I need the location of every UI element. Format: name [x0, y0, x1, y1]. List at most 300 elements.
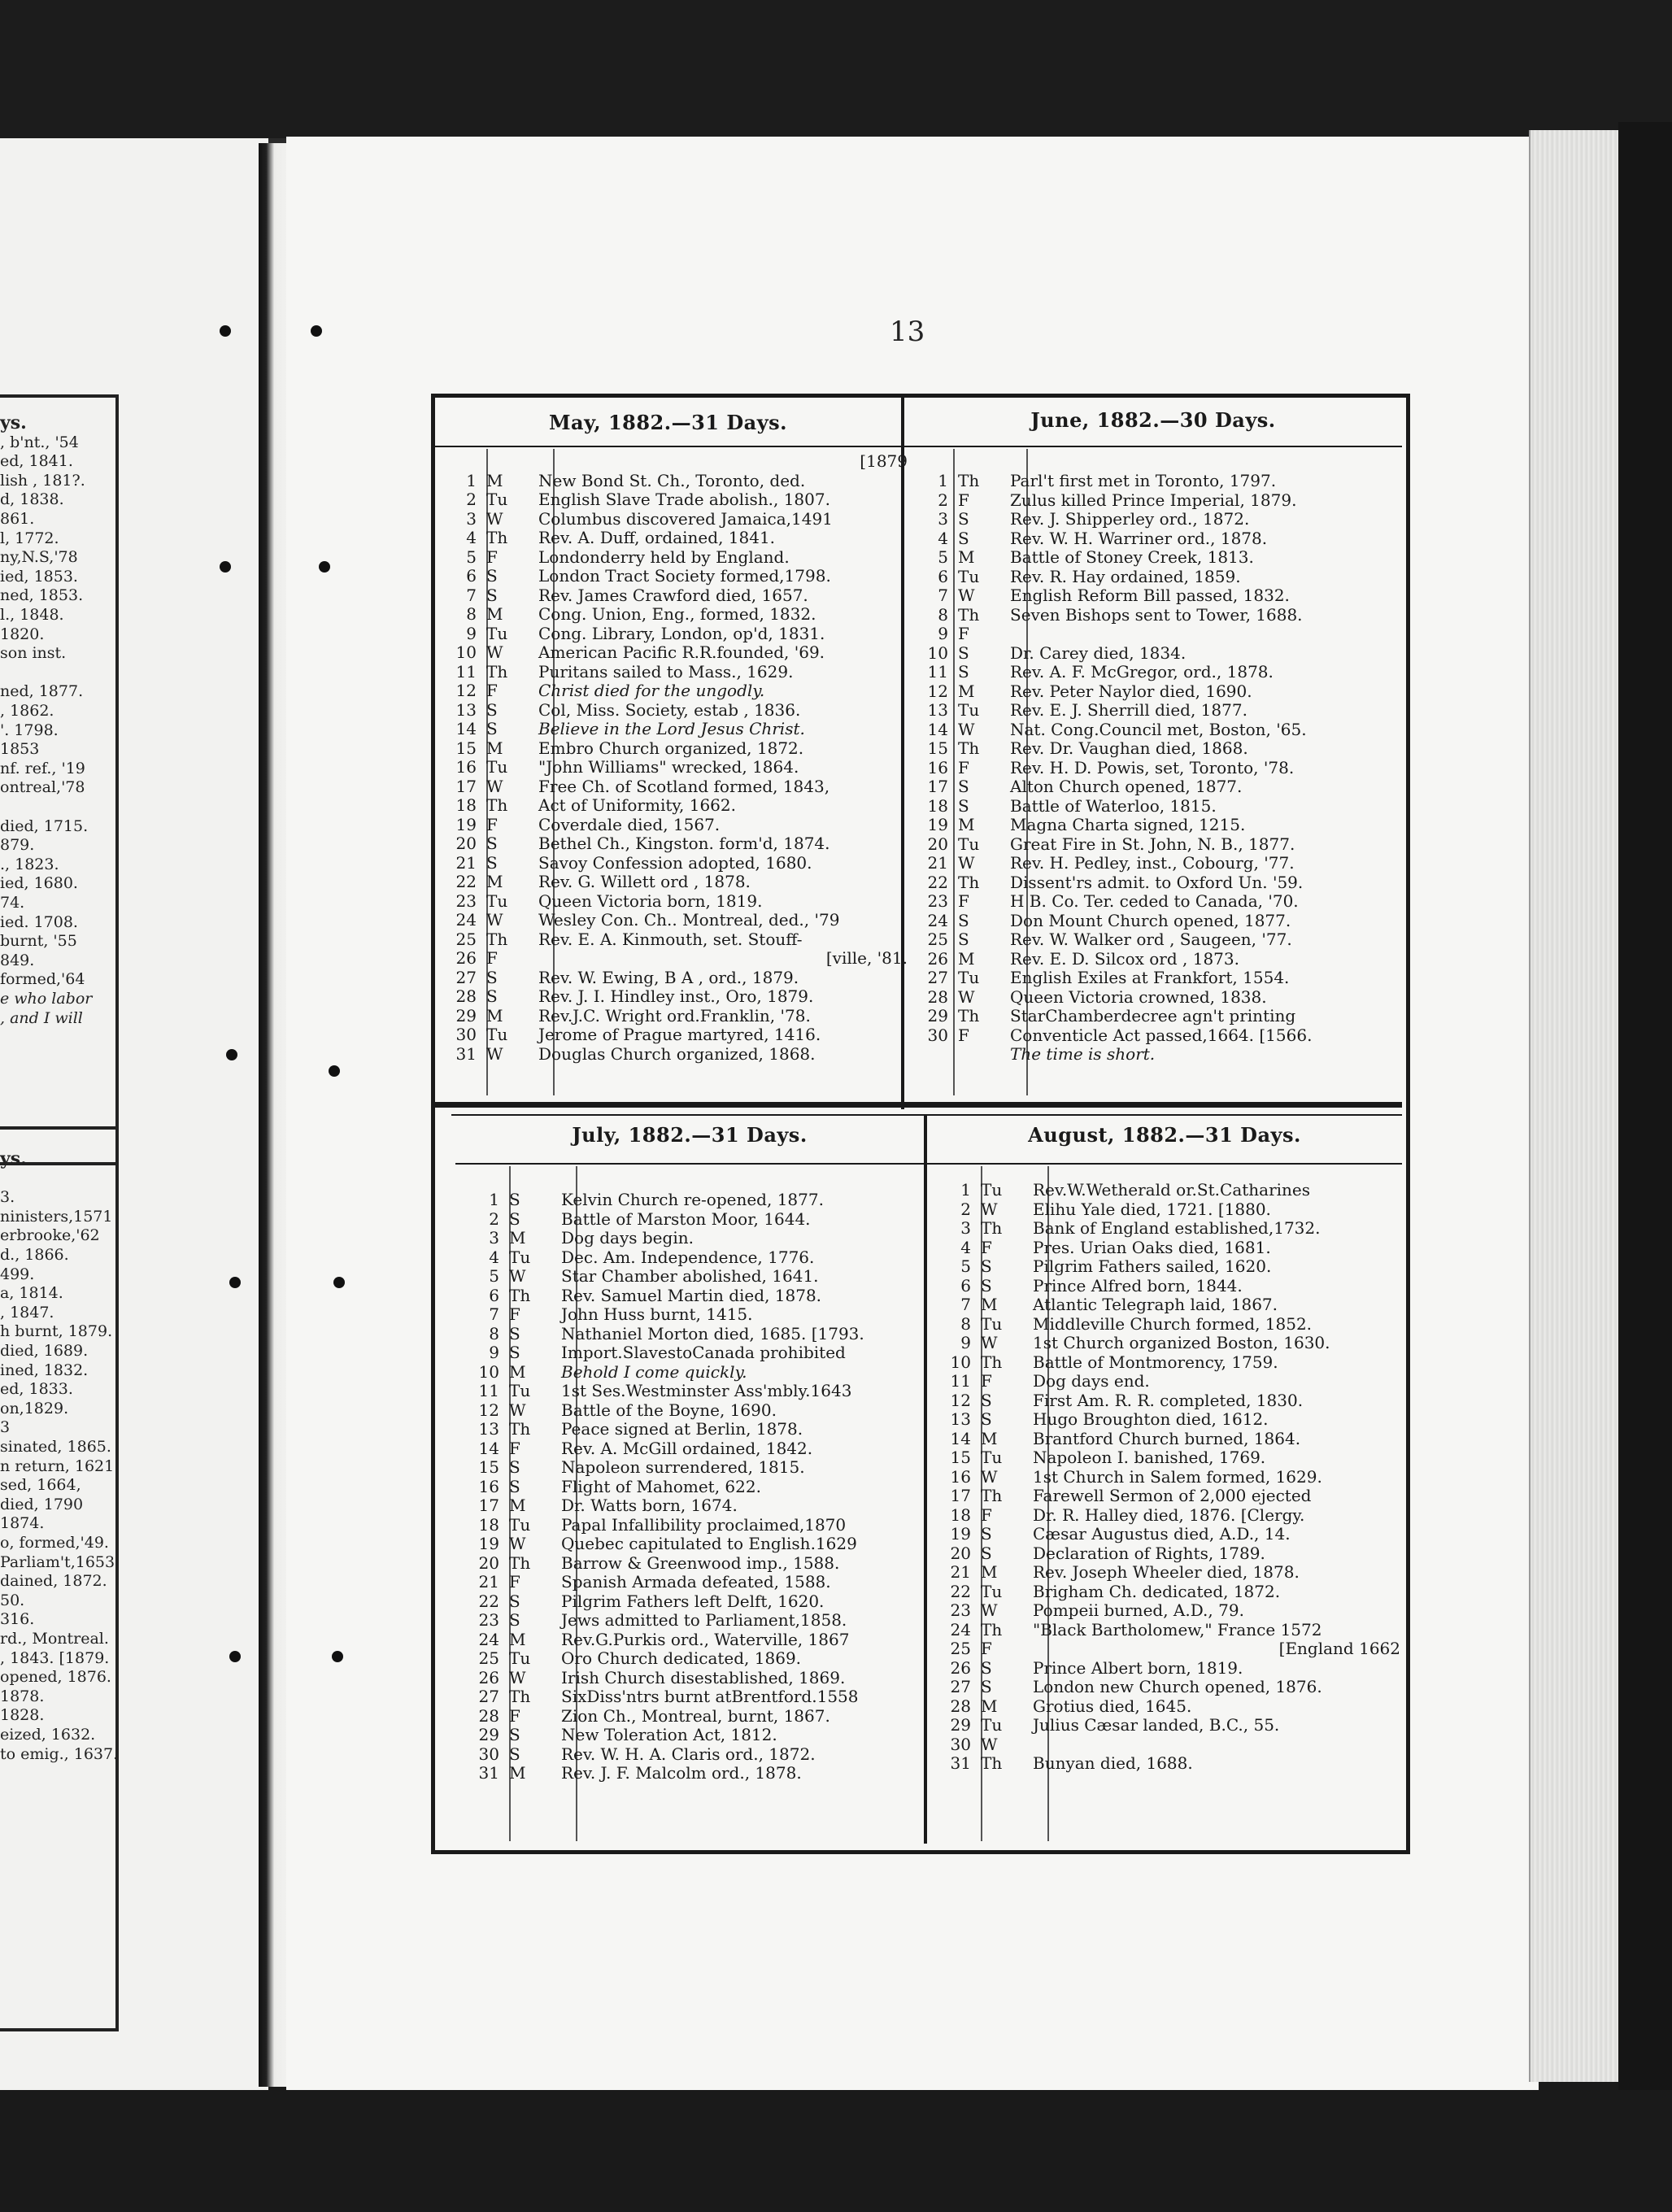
event-text: Zulus killed Prince Imperial, 1879. [1010, 490, 1297, 510]
weekday: S [509, 1725, 520, 1744]
may-entry-row [452, 892, 908, 912]
july-entry-row [475, 1573, 930, 1592]
weekday: S [509, 1610, 520, 1630]
event-text: Dr. R. Halley died, 1876. [Clergy. [1033, 1504, 1305, 1525]
weekday: M [509, 1228, 526, 1248]
weekday: Tu [486, 757, 508, 777]
may-entry-row [452, 911, 908, 930]
event-text: Douglas Church organized, 1868. [538, 1043, 816, 1064]
weekday: Tu [981, 1581, 1003, 1601]
day-number: 26 [950, 1657, 971, 1678]
left-page-text: ys. [0, 1148, 27, 1169]
event-text: Rev. J. F. Malcolm ord., 1878. [561, 1763, 802, 1783]
august-entry-row [947, 1448, 1400, 1468]
day-number: 2 [938, 490, 948, 510]
day-number: 9 [489, 1343, 499, 1362]
left-page-text: rd., Montreal. [0, 1630, 109, 1648]
event-text: Irish Church disestablished, 1869. [561, 1667, 846, 1687]
day-number: 5 [960, 1256, 971, 1276]
binding-hole [311, 325, 322, 337]
binding-hole [329, 1065, 340, 1077]
event-text: First Am. R. R. completed, 1830. [1033, 1390, 1304, 1410]
day-number: 12 [927, 681, 948, 701]
day-number: 8 [960, 1313, 971, 1334]
weekday: M [958, 681, 975, 701]
event-text: Dissent'rs admit. to Oxford Un. '59. [1010, 872, 1304, 892]
august-entry-row [947, 1583, 1400, 1602]
event-text: Londonderry held by England. [538, 546, 790, 567]
day-number: 23 [455, 890, 477, 911]
day-number: 10 [478, 1361, 499, 1382]
event-text: Rev. H. Pedley, inst., Cobourg, '77. [1010, 853, 1295, 873]
day-number: 4 [489, 1247, 499, 1267]
weekday: Tu [486, 890, 508, 911]
left-page-text: died, 1715. [0, 816, 89, 835]
day-number: 14 [478, 1438, 499, 1458]
left-page-text: d., 1866. [0, 1246, 69, 1264]
weekday: W [486, 508, 503, 529]
event-text: Rev. Peter Naylor died, 1690. [1010, 681, 1252, 701]
july-entry-row [475, 1516, 930, 1535]
event-text: Rev. W. H. Warriner ord., 1878. [1010, 528, 1268, 548]
day-number: 1 [938, 471, 948, 490]
event-text: Oro Church dedicated, 1869. [561, 1648, 802, 1668]
may-entry-row [452, 567, 908, 586]
august-entry-row [947, 1716, 1400, 1735]
day-number: 2 [489, 1208, 499, 1229]
july-entry-row [475, 1535, 930, 1554]
weekday: Tu [981, 1715, 1003, 1735]
weekday: S [486, 585, 498, 605]
weekday: W [509, 1534, 526, 1553]
left-page-text: 499. [0, 1265, 35, 1283]
day-number: 10 [927, 642, 948, 663]
day-number: 29 [950, 1715, 971, 1735]
left-page-text: ied, 1853. [0, 567, 78, 586]
event-text: Grotius died, 1645. [1033, 1696, 1192, 1716]
august-entry-row [947, 1334, 1400, 1353]
left-page-text: 1828. [0, 1706, 45, 1725]
weekday: Tu [958, 834, 980, 854]
event-text: Free Ch. of Scotland formed, 1843, [538, 776, 830, 796]
event-text: Julius Cæsar landed, B.C., 55. [1033, 1715, 1280, 1735]
august-entry-row [947, 1621, 1400, 1640]
july-entry-row [475, 1191, 930, 1210]
weekday: S [486, 566, 498, 586]
august-title: August, 1882.—31 Days. [1028, 1123, 1301, 1147]
binding-hole [332, 1651, 343, 1662]
weekday: Th [509, 1419, 531, 1439]
may-entry-row [452, 490, 908, 510]
event-text: Star Chamber abolished, 1641. [561, 1266, 819, 1286]
weekday: S [981, 1409, 992, 1429]
july-entry-row [475, 1305, 930, 1325]
day-number: 30 [927, 1025, 948, 1045]
event-text: SixDiss'ntrs burnt atBrentford.1558 [561, 1687, 859, 1706]
weekday: S [981, 1524, 992, 1544]
weekday: Tu [981, 1448, 1003, 1467]
may-entry-row [452, 510, 908, 529]
day-number: 24 [455, 910, 477, 930]
event-text: Prince Alfred born, 1844. [1033, 1275, 1243, 1295]
event-text: Wesley Con. Ch.. Montreal, ded., '79 [538, 910, 840, 930]
left-page-column-bottom [0, 1148, 130, 2045]
weekday: W [981, 1199, 998, 1219]
may-entry-row [452, 701, 908, 721]
left-page-text: d, 1838. [0, 490, 64, 509]
weekday: W [981, 1333, 998, 1352]
day-number: 10 [455, 642, 477, 662]
may-entry-row [452, 586, 908, 606]
may-entry-row [452, 1025, 908, 1045]
event-text: Columbus discovered Jamaica,1491 [538, 508, 833, 529]
may-entry-row [452, 796, 908, 816]
weekday: M [509, 1496, 526, 1515]
july-entry-row [475, 1343, 930, 1363]
day-number: 7 [466, 585, 477, 605]
day-number: 31 [478, 1763, 499, 1783]
event-text: Barrow & Greenwood imp., 1588. [561, 1552, 840, 1573]
weekday: Tu [981, 1180, 1003, 1200]
event-text: Pilgrim Fathers left Delft, 1620. [561, 1591, 825, 1611]
day-number: 19 [927, 815, 948, 834]
may-entry-row [452, 681, 908, 701]
weekday: S [509, 1343, 520, 1362]
weekday: W [486, 910, 503, 930]
august-entry-row [947, 1295, 1400, 1315]
weekday: F [958, 490, 969, 510]
weekday: Th [981, 1753, 1003, 1773]
left-page-text: ys. [0, 412, 27, 433]
august-entry-row [947, 1697, 1400, 1717]
left-page-text: ninisters,1571 [0, 1207, 113, 1226]
event-text: Brigham Ch. dedicated, 1872. [1033, 1581, 1281, 1601]
weekday: M [486, 470, 503, 490]
day-number: 15 [950, 1448, 971, 1467]
weekday: S [981, 1256, 992, 1276]
weekday: F [958, 891, 969, 911]
event-text: Rev. J. I. Hindley inst., Oro, 1879. [538, 986, 814, 1006]
binding-hole [226, 1049, 237, 1060]
may-entry-row [452, 949, 908, 969]
weekday: S [509, 1476, 520, 1496]
june-entry-row [924, 1045, 1391, 1065]
july-entry-row [475, 1325, 930, 1344]
weekday: F [958, 624, 969, 643]
day-number: 27 [455, 967, 477, 987]
event-text: Rev. R. Hay ordained, 1859. [1010, 566, 1241, 586]
left-page-text: burnt, '55 [0, 932, 77, 951]
may-entry-row [452, 529, 908, 548]
left-page-text: 879. [0, 836, 35, 855]
weekday: Tu [509, 1648, 531, 1668]
left-page-text: ed, 1833. [0, 1380, 73, 1399]
day-number: 18 [478, 1514, 499, 1535]
day-number: 6 [489, 1285, 499, 1305]
left-page-text: o, formed,'49. [0, 1534, 109, 1552]
weekday: Th [509, 1552, 531, 1573]
weekday: W [509, 1400, 526, 1420]
june-entry-row [924, 568, 1391, 587]
june-entry-row [924, 1026, 1391, 1046]
august-entry-row [947, 1735, 1400, 1755]
day-number: 4 [960, 1237, 971, 1257]
event-text: Battle of Waterloo, 1815. [1010, 795, 1217, 816]
event-text: Prince Albert born, 1819. [1033, 1657, 1243, 1678]
left-page-fragment [0, 138, 268, 2090]
left-page-text: 861. [0, 510, 35, 528]
weekday: S [981, 1543, 992, 1563]
event-text: Elihu Yale died, 1721. [1880. [1033, 1199, 1271, 1219]
event-text: Bank of England established,1732. [1033, 1218, 1321, 1238]
june-entries [924, 472, 1391, 1065]
day-number: 6 [960, 1275, 971, 1295]
binding-hole [319, 561, 330, 573]
event-text: Cæsar Augustus died, A.D., 14. [1033, 1524, 1291, 1544]
may-entry-row [452, 643, 908, 663]
left-page-table-border [0, 394, 119, 1165]
weekday: S [981, 1677, 992, 1696]
may-title: May, 1882.—31 Days. [548, 411, 788, 434]
event-text: Nat. Cong.Council met, Boston, '65. [1010, 719, 1307, 739]
may-entry-row [452, 834, 908, 854]
weekday: Tu [958, 700, 980, 720]
event-text: Act of Uniformity, 1662. [538, 795, 736, 815]
day-number: 31 [455, 1043, 477, 1064]
june-entry-row [924, 912, 1391, 931]
left-page-text: h burnt, 1879. [0, 1322, 113, 1341]
june-entry-row [924, 892, 1391, 912]
day-number: 17 [455, 776, 477, 796]
day-number: 22 [478, 1591, 499, 1611]
day-number: 28 [950, 1696, 971, 1716]
june-entry-row [924, 586, 1391, 606]
binding-hole [229, 1277, 241, 1288]
day-number: 11 [478, 1381, 499, 1400]
weekday: Th [486, 661, 508, 681]
may-entries [452, 452, 908, 1064]
event-text: Rev. W. Walker ord , Saugeen, '77. [1010, 930, 1292, 949]
weekday: M [509, 1361, 526, 1382]
event-text: Rev. H. D. Powis, set, Toronto, '78. [1010, 757, 1295, 777]
june-entry-row [924, 854, 1391, 873]
event-text: Cong. Library, London, op'd, 1831. [538, 623, 825, 643]
june-entry-row [924, 472, 1391, 491]
left-page-text: , b'nt., '54 [0, 433, 79, 451]
event-text: Rev. E. A. Kinmouth, set. Stouff- [538, 929, 803, 949]
left-page-text: dained, 1872. [0, 1572, 107, 1591]
day-number: 16 [455, 757, 477, 777]
left-page-text: e who labor [0, 990, 93, 1008]
weekday: Tu [509, 1514, 531, 1535]
july-entry-row [475, 1363, 930, 1382]
day-number: 16 [478, 1476, 499, 1496]
day-number: 24 [478, 1629, 499, 1649]
weekday: Tu [509, 1381, 531, 1400]
august-entry-row [947, 1315, 1400, 1335]
july-entry-row [475, 1745, 930, 1765]
binding-hole [220, 561, 231, 573]
day-number: 20 [455, 834, 477, 853]
day-number: 9 [466, 623, 477, 643]
left-page-text: 1878. [0, 1687, 45, 1705]
weekday: Tu [486, 623, 508, 643]
weekday: W [486, 642, 503, 662]
day-number: 23 [927, 891, 948, 911]
weekday: W [486, 776, 503, 796]
weekday: S [981, 1657, 992, 1678]
day-number: 13 [478, 1419, 499, 1439]
day-number: 12 [455, 681, 477, 700]
event-text: Puritans sailed to Mass., 1629. [538, 661, 794, 681]
left-page-text: ed, 1841. [0, 452, 73, 471]
day-number: 14 [950, 1428, 971, 1448]
event-text: Napoleon surrendered, 1815. [561, 1457, 805, 1477]
june-entry-row [924, 835, 1391, 855]
day-number: 13 [455, 699, 477, 720]
weekday: S [486, 967, 498, 987]
weekday: S [486, 852, 498, 873]
event-text: Seven Bishops sent to Tower, 1688. [1010, 604, 1303, 625]
day-number: 21 [950, 1562, 971, 1582]
june-entry-row [924, 510, 1391, 529]
day-number: 29 [927, 1006, 948, 1025]
day-number: 6 [466, 566, 477, 586]
left-page-text: lish , 181?. [0, 471, 85, 490]
may-entry-row [452, 873, 908, 892]
event-text: 1st Church organized Boston, 1630. [1033, 1333, 1330, 1352]
weekday: M [958, 547, 975, 567]
may-entry-row [452, 472, 908, 491]
august-entry-row [947, 1525, 1400, 1544]
event-text: Rev. Dr. Vaughan died, 1868. [1010, 738, 1248, 758]
event-text: Zion Ch., Montreal, burnt, 1867. [561, 1705, 830, 1726]
day-number: 3 [960, 1218, 971, 1238]
event-text: Rev. A. Duff, ordained, 1841. [538, 528, 776, 547]
may-entry-row [452, 816, 908, 835]
day-number: 16 [950, 1466, 971, 1487]
day-number: 18 [455, 795, 477, 815]
event-text: Parl't first met in Toronto, 1797. [1010, 471, 1277, 490]
event-text: Flight of Mahomet, 622. [561, 1476, 761, 1496]
event-text: Dr. Carey died, 1834. [1010, 642, 1187, 663]
weekday: S [958, 509, 969, 529]
left-page-text: 3 [0, 1418, 11, 1437]
event-text: Savoy Confession adopted, 1680. [538, 852, 812, 873]
day-number: 26 [455, 948, 477, 968]
event-text: London new Church opened, 1876. [1033, 1677, 1322, 1696]
june-entry-row [924, 1007, 1391, 1026]
may-entry-row [452, 1045, 908, 1065]
day-number: 11 [927, 662, 948, 681]
august-entry-row [947, 1430, 1400, 1449]
day-number: 1 [960, 1180, 971, 1200]
event-text: Pres. Urian Oaks died, 1681. [1033, 1237, 1271, 1257]
weekday: W [509, 1667, 526, 1687]
day-number: 11 [950, 1371, 971, 1391]
weekday: S [958, 662, 969, 681]
event-text: Hugo Broughton died, 1612. [1033, 1409, 1269, 1429]
weekday: Th [486, 528, 508, 547]
weekday: Th [958, 738, 980, 758]
weekday: F [958, 757, 969, 777]
day-number: 12 [478, 1400, 499, 1420]
event-text: Magna Charta signed, 1215. [1010, 815, 1246, 834]
weekday: S [981, 1390, 992, 1410]
day-number: 9 [960, 1333, 971, 1352]
august-entry-row [947, 1239, 1400, 1258]
august-entry-row [947, 1181, 1400, 1200]
weekday: Tu [958, 968, 980, 987]
july-entry-row [475, 1420, 930, 1439]
event-text: The time is short. [1010, 1044, 1156, 1064]
weekday: S [486, 699, 498, 720]
weekday: Th [981, 1352, 1003, 1372]
weekday: W [958, 586, 975, 605]
june-entry-row [924, 988, 1391, 1008]
day-number: 22 [455, 872, 477, 891]
weekday: Th [958, 604, 980, 625]
weekday: S [958, 528, 969, 548]
august-entry-row [947, 1410, 1400, 1430]
day-number: 30 [478, 1744, 499, 1764]
day-number: 8 [466, 604, 477, 624]
left-page-text: ined, 1832. [0, 1361, 89, 1379]
day-number: 8 [938, 604, 948, 625]
august-title-rule [927, 1163, 1402, 1165]
weekday: W [958, 986, 975, 1007]
event-text: Kelvin Church re-opened, 1877. [561, 1190, 824, 1209]
weekday: S [981, 1275, 992, 1295]
august-entry-row [947, 1506, 1400, 1526]
june-entry-row [924, 930, 1391, 950]
event-text: Bethel Ch., Kingston. form'd, 1874. [538, 834, 830, 853]
july-entry-row [475, 1496, 930, 1516]
scan-background-top [0, 0, 1672, 138]
day-number: 18 [927, 795, 948, 816]
event-text: Christ died for the ungodly. [538, 681, 765, 700]
day-number: 27 [478, 1687, 499, 1706]
june-entry-row [924, 816, 1391, 835]
weekday: F [486, 681, 498, 700]
event-text: Farewell Sermon of 2,000 ejected [1033, 1486, 1312, 1505]
august-entries [947, 1181, 1400, 1774]
day-number: 17 [950, 1486, 971, 1505]
event-text: Rev. Samuel Martin died, 1878. [561, 1285, 822, 1305]
event-text: Bunyan died, 1688. [1033, 1753, 1193, 1773]
weekday: F [981, 1371, 992, 1391]
weekday: F [509, 1438, 520, 1458]
event-text: Import.SlavestoCanada prohibited [561, 1343, 846, 1362]
left-page-text: 3. [0, 1188, 15, 1207]
day-number: 31 [950, 1753, 971, 1773]
day-number: 8 [489, 1323, 499, 1343]
day-number: 5 [938, 547, 948, 567]
may-title-rule [435, 446, 901, 447]
july-entry-row [475, 1611, 930, 1631]
august-entry-row [947, 1219, 1400, 1239]
day-number: 27 [927, 968, 948, 987]
horizontal-divider-middle [435, 1102, 1402, 1108]
july-entry-row [475, 1287, 930, 1306]
weekday: M [509, 1763, 526, 1783]
weekday: M [981, 1295, 998, 1314]
weekday: Tu [981, 1313, 1003, 1334]
june-entry-row [924, 701, 1391, 721]
day-number: 15 [455, 738, 477, 758]
july-entries [475, 1191, 930, 1783]
weekday: S [509, 1190, 520, 1209]
